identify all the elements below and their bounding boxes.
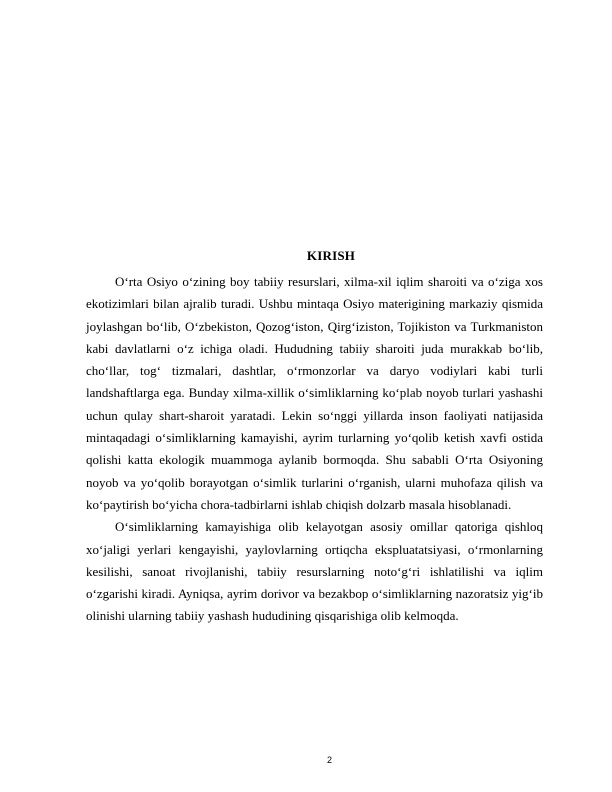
page-number: 2 (326, 755, 332, 765)
paragraph-1: O‘rta Osiyo o‘zining boy tabiiy resurslari, xilma-xil iqlim sharoiti va o‘ziga xos ekotizimlari bilan ajralib turadi. Ushbu mintaqa Osiyo materigining markaziy qismida joylashgan bo‘lib, O‘zbekiston, Qozog‘iston, Qirg‘iziston, Tojikiston va Turkmaniston kabi davlatlarni o‘z ichiga oladi. Hududning tabiiy sharoiti juda murakkab bo‘lib, cho‘llar, tog‘ tizmalari, dashtlar, o‘rmonzorlar va daryo vodiylari kabi turli landshaftlarga ega. Bunday xilma-xillik o‘simliklarning ko‘plab noyob turlari yashashi uchun qulay shart-sharoit yaratadi. Lekin so‘nggi yillarda inson faoliyati natijasida mintaqadagi o‘simliklarning kamayishi, ayrim turlarning yo‘qolib ketish xavfi ostida qolishi katta ekologik muammoga aylanib bormoqda. Shu sababli O‘rta Osiyoning noyob va yo‘qolib borayotgan o‘simlik turlarini o‘rganish, ularni muhofaza qilish va ko‘paytirish bo‘yicha chora-tadbirlarni ishlab chiqish dolzarb masala hisoblanadi. (86, 274, 543, 512)
body-text (86, 271, 543, 628)
section-heading: KIRISH (306, 248, 356, 263)
paragraph-2: O‘simliklarning kamayishiga olib kelayotgan asosiy omillar qatoriga qishloq xo‘jaligi yerlari kengayishi, yaylovlarning ortiqcha ekspluatatsiyasi, o‘rmonlarning kesilishi, sanoat rivojlanishi, tabiiy resurslarning noto‘g‘ri ishlatilishi va iqlim o‘zgarishi kiradi. Ayniqsa, ayrim dorivor va bezakbop o‘simliklarning nazoratsiz yig‘ib olinishi ularning tabiiy yashash hududining qisqarishiga olib kelmoqda. (86, 519, 543, 624)
